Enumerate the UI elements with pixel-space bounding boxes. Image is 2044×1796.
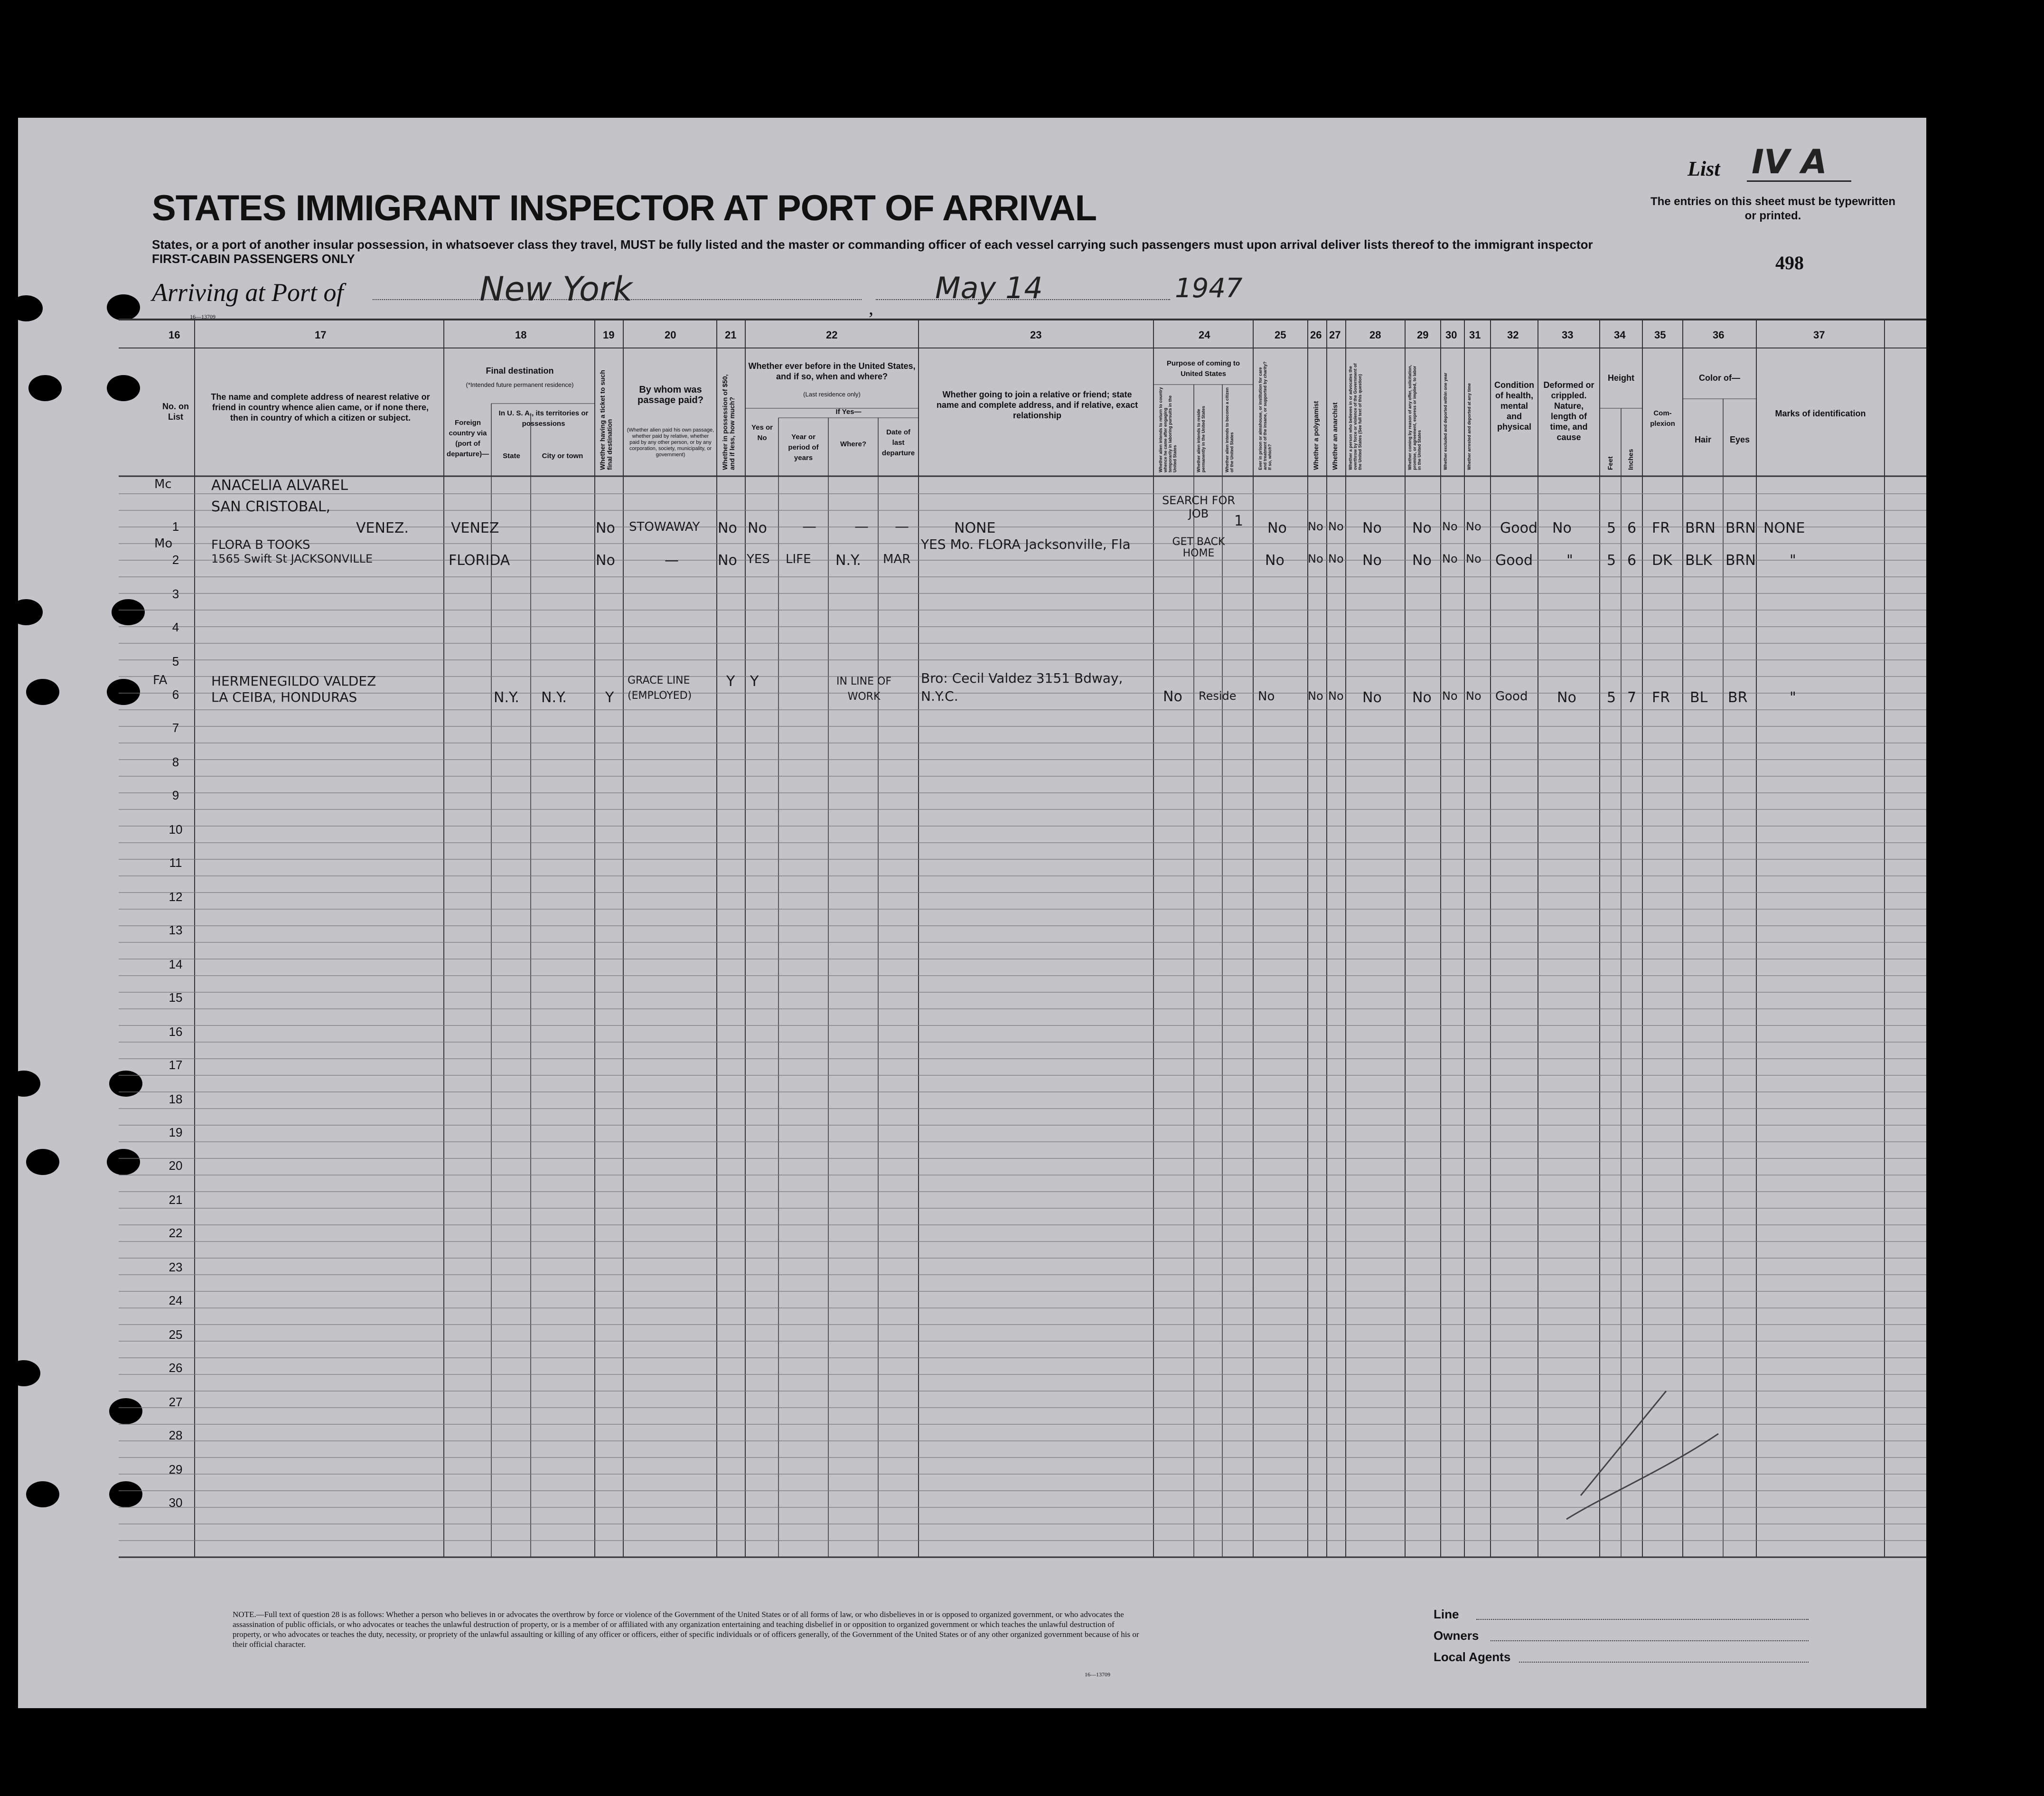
- header-health: Condition of health, mental and physical: [1494, 380, 1534, 432]
- relative-name: FLORA B TOOKS: [211, 538, 310, 552]
- q25: No: [1265, 552, 1285, 569]
- relative-country: VENEZ.: [356, 520, 409, 536]
- col-number: 34: [1614, 329, 1626, 341]
- row-number: 6: [172, 687, 179, 702]
- purpose: Reside: [1199, 689, 1237, 703]
- header-marks: Marks of identification: [1775, 409, 1866, 418]
- q25: No: [1258, 689, 1275, 704]
- header-purpose-c: Whether alien intends to become a citizen of the United States: [1225, 387, 1234, 472]
- ticket: No: [596, 552, 615, 569]
- q25: No: [1267, 520, 1287, 536]
- col-number: 20: [665, 329, 676, 341]
- city: N.Y.: [541, 689, 567, 706]
- header-purpose-b: Whether alien intends to reside permanently in the United States: [1196, 405, 1206, 472]
- row-number: 19: [169, 1125, 183, 1139]
- q27: No: [1328, 552, 1344, 565]
- header-purpose-a: Whether alien intends to return to country whence he came after engaging temporarily in laboring pursuits in the United States: [1158, 387, 1177, 472]
- row-number: 30: [169, 1495, 183, 1510]
- height-feet: 5: [1607, 552, 1616, 569]
- q26: No: [1308, 689, 1323, 703]
- header-inches: Inches: [1627, 449, 1634, 470]
- eye-color: BR: [1728, 689, 1748, 706]
- eye-color: BRN: [1725, 552, 1756, 569]
- fifty-dollars: No: [718, 552, 737, 569]
- col-number: 26: [1310, 329, 1322, 341]
- row-number: 13: [169, 923, 183, 937]
- header-passage-note: (Whether alien paid his own passage, whether paid by relative, whether paid by any other person, or by any corporation, society, municipality, or government): [627, 427, 714, 458]
- header-where: Where?: [840, 440, 866, 448]
- col-number: 29: [1417, 329, 1429, 341]
- ever-before: YES: [747, 552, 770, 566]
- header-final-destination: Final destination: [486, 366, 554, 376]
- col-number: 30: [1445, 329, 1457, 341]
- row-number: 14: [169, 957, 183, 971]
- header-purpose: Purpose of coming to United States: [1166, 359, 1240, 378]
- row-number: 9: [172, 788, 179, 802]
- arriving-label: Arriving at Port of: [152, 278, 344, 307]
- header-complexion: Com-plexion: [1650, 409, 1675, 428]
- deformed: No: [1552, 520, 1572, 536]
- where: N.Y.: [835, 552, 861, 569]
- col-number: 24: [1199, 329, 1210, 341]
- state: N.Y.: [494, 689, 519, 706]
- header-height: Height: [1608, 373, 1634, 383]
- row-tag: FA: [153, 673, 168, 687]
- col-number: 27: [1329, 329, 1341, 341]
- q31: No: [1466, 689, 1481, 703]
- header-last-departure: Date of last departure: [881, 428, 915, 457]
- col-number: 35: [1654, 329, 1666, 341]
- agents-underline: [1519, 1662, 1809, 1663]
- row-number: 18: [169, 1092, 183, 1106]
- deformed: ": [1566, 552, 1573, 569]
- row-number: 24: [169, 1293, 183, 1307]
- line-underline: [1476, 1619, 1809, 1620]
- header-city: City or town: [542, 452, 583, 460]
- row-number: 20: [169, 1158, 183, 1173]
- row-tag: Mc: [154, 477, 172, 491]
- header-prison: Ever in prison or almshouse, or institution for care and treatment of the insane, or supported by charity? If so, which?: [1258, 361, 1272, 470]
- row-number: 22: [169, 1226, 183, 1240]
- ever-before: Y: [750, 673, 759, 690]
- col-number: 31: [1469, 329, 1481, 341]
- list-value: IV A: [1752, 142, 1827, 181]
- purpose-number: 1: [1234, 513, 1244, 529]
- col-number: 19: [603, 329, 615, 341]
- q28: No: [1362, 520, 1382, 536]
- health: Good: [1495, 689, 1528, 704]
- header-yes-no: Yes or No: [751, 423, 773, 442]
- relative-address: 1565 Swift St JACKSONVILLE: [211, 552, 373, 565]
- health: Good: [1495, 552, 1533, 569]
- question-28-note: NOTE.—Full text of question 28 is as follows: Whether a person who believes in or advocates the overthrow by force or violence of the Government of the United States or of all forms of law, or who disbelieves in or is opposed to organized government, or who advocates the assassination of public officials, or who advocates or teaches the unlawful destruction of property, or is a member of or affiliated with any organization entertaining and teaching disbelief in or opposition to organized government or which teaches the unlawful destruction of property, or who advocates or teaches the duty, necessity, or propriety of the unlawful assaulting or killing of any officer or officers, either of specific individuals or of officers generally, of the Government of the United States or of any other organized government because of his or their official character.: [233, 1610, 1139, 1649]
- col-number: 25: [1275, 329, 1286, 341]
- q30: No: [1442, 520, 1458, 533]
- relative-address: SAN CRISTOBAL,: [211, 498, 331, 515]
- row-number: 21: [169, 1193, 183, 1207]
- fifty-dollars: No: [718, 520, 737, 536]
- instructions-text: States, or a port of another insular possession, in whatsoever class they travel, MUST be fully listed and the master or commanding officer of each vessel carrying such passengers must upon arrival deliver lists thereof to the immigrant inspector: [152, 237, 1593, 252]
- height-feet: 5: [1607, 520, 1616, 536]
- purpose: GET BACK HOME: [1172, 536, 1225, 559]
- hair-color: BLK: [1685, 552, 1712, 569]
- row-number: 11: [169, 856, 182, 870]
- hair-color: BRN: [1685, 520, 1716, 536]
- header-state: State: [503, 452, 520, 460]
- header-fifty: Whether in possession of $50, and if less, how much?: [721, 374, 736, 470]
- col-number: 36: [1713, 329, 1725, 341]
- header-polygamist: Whether a polygamist: [1312, 401, 1320, 470]
- q26: No: [1308, 552, 1323, 565]
- header-foreign-country: Foreign country via (port of departure)—: [446, 419, 489, 458]
- col-number: 16: [169, 329, 180, 341]
- col-number: 32: [1507, 329, 1519, 341]
- header-anarchist: Whether an anarchist: [1331, 402, 1339, 470]
- col-number: 23: [1030, 329, 1042, 341]
- port-value: New York: [479, 270, 633, 309]
- ever-before: No: [748, 520, 767, 536]
- q31: No: [1466, 520, 1481, 533]
- q29: No: [1412, 689, 1432, 706]
- header-year-period: Year or period of years: [788, 433, 819, 462]
- relative-address: LA CEIBA, HONDURAS: [211, 689, 357, 705]
- row-number: 10: [169, 822, 183, 837]
- col-number: 22: [826, 329, 838, 341]
- header-eyes: Eyes: [1729, 435, 1750, 444]
- col-number: 37: [1813, 329, 1825, 341]
- header-color-of: Color of—: [1699, 373, 1740, 383]
- foreign-country: FLORIDA: [449, 552, 510, 569]
- q30: No: [1442, 552, 1458, 565]
- q28: No: [1362, 689, 1382, 706]
- col-number: 28: [1369, 329, 1381, 341]
- local-agents-label: Local Agents: [1434, 1650, 1511, 1664]
- row-number: 5: [172, 654, 179, 668]
- join-relative: Bro: Cecil Valdez 3151 Bdway, N.Y.C.: [921, 670, 1123, 704]
- header-ticket: Whether having a ticket to such final destination: [599, 370, 613, 470]
- row-number: 3: [172, 587, 179, 601]
- join-relative: YES Mo. FLORA Jacksonville, Fla: [921, 536, 1131, 552]
- row-number: 27: [169, 1395, 183, 1409]
- header-final-destination-note: (*Intended future permanent residence): [466, 381, 574, 388]
- height-feet: 5: [1607, 689, 1616, 706]
- complexion: FR: [1652, 689, 1670, 706]
- last-departure: —: [895, 518, 909, 535]
- header-passage: By whom was passage paid?: [638, 385, 703, 405]
- last-departure: MAR: [883, 552, 911, 566]
- col-number: 21: [725, 329, 737, 341]
- header-if-yes: If Yes—: [835, 408, 862, 416]
- row-number: 4: [172, 620, 179, 634]
- row-number: 8: [172, 755, 179, 769]
- entries-note: The entries on this sheet must be typewritten or printed.: [1650, 195, 1896, 222]
- ticket: No: [596, 520, 615, 536]
- q30: No: [1442, 689, 1458, 703]
- row-number: 17: [169, 1058, 183, 1072]
- passage-paid: STOWAWAY: [629, 520, 700, 534]
- year-period: —: [802, 518, 816, 535]
- purpose: SEARCH FOR JOB: [1162, 494, 1236, 520]
- col-number: 18: [515, 329, 527, 341]
- eye-color: BRN: [1725, 520, 1756, 536]
- complexion: FR: [1652, 520, 1670, 536]
- identification-marks: ": [1790, 689, 1796, 706]
- row-number: 1: [172, 519, 179, 534]
- row-number: 29: [169, 1462, 183, 1476]
- year-value: 1947: [1175, 273, 1243, 304]
- header-usa: In U. S. A., its territories or possessions: [498, 409, 589, 428]
- identification-marks: ": [1790, 552, 1796, 569]
- owners-label: Owners: [1434, 1628, 1479, 1643]
- line-label: Line: [1434, 1607, 1459, 1621]
- header-q30: Whether excluded and deported within one year: [1443, 372, 1448, 470]
- header-q29: Whether coming by reason of any offer, solicitation, promise, or agreement, express or implied, to labor in the United States: [1407, 365, 1422, 470]
- passage-paid: GRACE LINE (EMPLOYED): [628, 675, 692, 702]
- row-number: 7: [172, 721, 179, 735]
- height-inches: 6: [1627, 520, 1637, 536]
- q29: No: [1412, 552, 1432, 569]
- identification-marks: NONE: [1763, 520, 1805, 536]
- foreign-country: VENEZ: [451, 520, 499, 536]
- header-join: Whether going to join a relative or friend; state name and complete address, and if relative, exact relationship: [936, 390, 1138, 420]
- join-relative: NONE: [954, 520, 996, 536]
- sheet-number: 498: [1775, 252, 1804, 273]
- q29: No: [1412, 520, 1432, 536]
- q26: No: [1308, 520, 1323, 533]
- comma: ,: [869, 297, 873, 319]
- header-no-on-list: No. on List: [162, 402, 189, 422]
- fifty-dollars: Y: [726, 673, 735, 690]
- q27: No: [1328, 689, 1344, 703]
- hair-color: BL: [1690, 689, 1708, 706]
- complexion: DK: [1652, 552, 1672, 569]
- relative-name: HERMENEGILDO VALDEZ: [211, 673, 376, 689]
- footer-form-number: 16—13709: [1085, 1671, 1110, 1678]
- date-value: May 14: [935, 271, 1043, 305]
- year-period: IN LINE OF WORK: [836, 676, 891, 703]
- row-number: 16: [169, 1025, 183, 1039]
- row-tag: Mo: [154, 536, 173, 551]
- header-feet: Feet: [1606, 456, 1614, 470]
- health: Good: [1500, 520, 1538, 536]
- year-period: LIFE: [786, 552, 811, 566]
- where: —: [854, 518, 869, 535]
- q27: No: [1328, 520, 1344, 533]
- q31: No: [1466, 552, 1481, 565]
- row-number: 26: [169, 1361, 183, 1375]
- row-number: 15: [169, 990, 183, 1005]
- deformed: No: [1557, 689, 1576, 706]
- header-relative: The name and complete address of nearest relative or friend in country whence alien came, or if none there, then in country of which a citizen or subject.: [211, 392, 430, 423]
- relative-name: ANACELIA ALVAREL: [211, 477, 348, 494]
- header-deformed: Deformed or crippled. Nature, length of time, and cause: [1543, 380, 1594, 442]
- col-number: 33: [1562, 329, 1574, 341]
- list-label: List: [1688, 157, 1720, 180]
- class-label: FIRST-CABIN PASSENGERS ONLY: [152, 252, 355, 266]
- height-inches: 7: [1627, 689, 1637, 706]
- row-number: 2: [172, 553, 179, 567]
- height-inches: 6: [1627, 552, 1637, 569]
- row-number: 25: [169, 1327, 183, 1342]
- page-title: STATES IMMIGRANT INSPECTOR AT PORT OF ARRIVAL: [152, 188, 1097, 228]
- header-before-note: (Last residence only): [803, 391, 861, 398]
- header-q31: Whether arrested and deported at any time: [1467, 383, 1472, 470]
- ticket: Y: [605, 689, 614, 706]
- header-before: Whether ever before in the United States, and if so, when and where?: [748, 361, 916, 381]
- col-number: 17: [315, 329, 327, 341]
- owners-underline: [1491, 1640, 1809, 1641]
- header-q28: Whether a person who believes in or advocates the overthrow by force or violence of the Government of the United States (See full text of this question): [1348, 363, 1362, 470]
- purpose-number: No: [1163, 688, 1182, 705]
- passage-paid: —: [665, 552, 679, 569]
- q28: No: [1362, 552, 1382, 569]
- row-number: 12: [169, 890, 183, 904]
- header-hair: Hair: [1694, 435, 1711, 444]
- row-number: 28: [169, 1428, 183, 1442]
- row-number: 23: [169, 1260, 183, 1274]
- form-number: 16—13709: [190, 313, 216, 320]
